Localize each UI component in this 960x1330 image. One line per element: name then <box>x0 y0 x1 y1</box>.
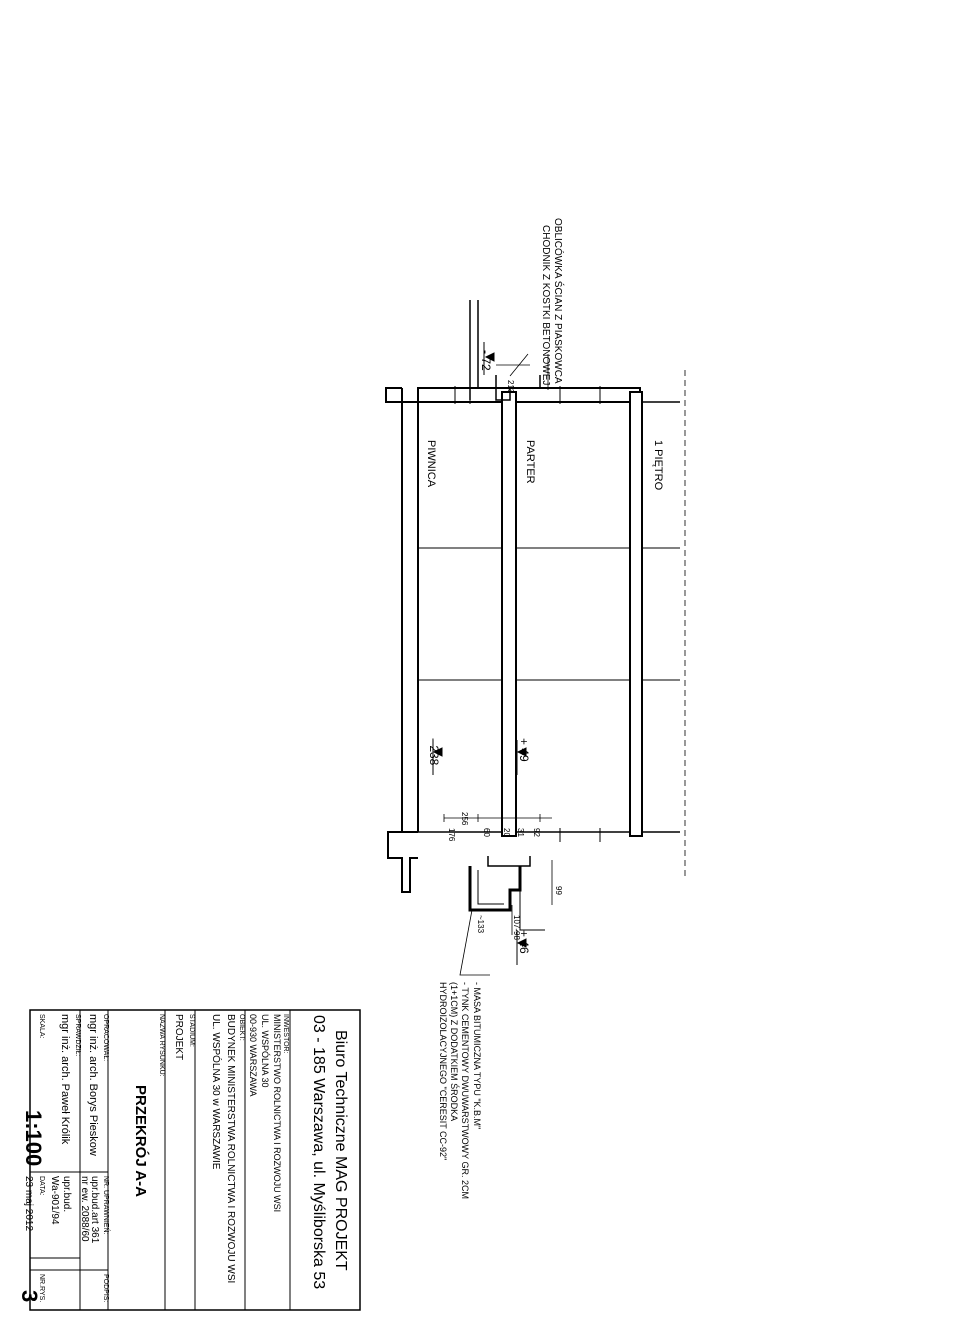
date: 23 maj 2012 <box>23 1176 34 1232</box>
sheet-label: NR.RYS. <box>38 1274 45 1303</box>
date-label: DATA: <box>38 1176 45 1196</box>
level-46: + 46 <box>517 930 531 954</box>
checked-label: SPRAWDZIŁ: <box>74 1014 81 1057</box>
dim-99: 99 <box>554 886 563 895</box>
level-72: - 72 <box>479 350 493 371</box>
prepared-label: OPRACOWAŁ: <box>102 1014 109 1062</box>
investor-2: UL. WSPÓLNA 30 <box>260 1014 270 1088</box>
note-plaster-3: HYDROIZOLACYJNEGO "CERESIT CC-92" <box>438 982 448 1161</box>
dim-31: 31 <box>516 828 525 837</box>
floor-basement: PIWNICA <box>425 440 437 488</box>
stage-label: STADIUM: <box>188 1014 195 1047</box>
drawing-name: PRZEKRÓJ A-A <box>132 1085 149 1197</box>
dim-92: 92 <box>532 828 541 837</box>
dim-133: ~133 <box>476 915 485 934</box>
scale: 1:100 <box>21 1110 46 1167</box>
object-label: OBIEKT: <box>238 1014 245 1041</box>
checked-by: mgr inż. arch. Paweł Królik <box>59 1014 71 1145</box>
dim-213: 213 <box>506 380 515 394</box>
floor-first: 1 PIĘTRO <box>652 440 664 491</box>
note-plaster-2: (1+1CM) Z DODATKIEM ŚRODKA <box>449 982 459 1122</box>
level-49: + 49 <box>517 738 531 762</box>
note-facade: OBLICÓWKA ŚCIAN Z PIASKOWCA <box>552 218 563 384</box>
object-2: UL. WSPÓLNA 30 w WARSZAWIE <box>210 1014 221 1170</box>
slab-ground <box>502 392 516 836</box>
investor-3: 00-930 WARSZAWA <box>248 1014 258 1097</box>
note-bitumen: - MASA BITUMICZNA TYPU "K.B.M" <box>472 982 482 1130</box>
signature-label: PODPIS: <box>102 1274 109 1303</box>
company-address: 03 - 185 Warszawa, ul. Myśliborska 53 <box>310 1015 327 1290</box>
dim-256: 256 <box>460 812 469 826</box>
slab-first <box>630 392 642 836</box>
license-1b: nr ew. 2088/60 <box>79 1176 90 1242</box>
sheet-number: 3 <box>17 1290 42 1303</box>
drawing-name-label: NAZWA RYSUNKU: <box>158 1014 165 1077</box>
note-plaster: - TYNK CEMENTOWY DWUWARSTWOWY GR. 2CM <box>460 982 470 1200</box>
basement-wall <box>402 388 418 832</box>
license-2b: Wa-901/94 <box>49 1176 60 1225</box>
note-sidewalk: CHODNIK Z KOSTKI BETONOWEJ <box>540 225 551 386</box>
license-1a: upr.bud.art 361 <box>89 1176 100 1244</box>
scale-label: SKALA: <box>38 1014 45 1039</box>
dim-20: 20 <box>502 828 511 837</box>
license-2a: upr.bud. <box>61 1176 72 1213</box>
level-238: - 238 <box>427 738 441 766</box>
investor-1: MINISTERSTWO ROLNICTWA I ROZWOJU WSI <box>272 1014 282 1213</box>
dim-60: 60 <box>482 828 491 837</box>
foundation-bottom <box>388 832 418 892</box>
outer-wall-top <box>418 388 640 402</box>
ground-surface-top <box>470 300 478 400</box>
foundation-left <box>386 388 402 402</box>
dim-107-98: 107-98 <box>512 915 521 940</box>
floor-ground: PARTER <box>524 440 536 484</box>
object-1: BUDYNEK MINISTERSTWA ROLNICTWA I ROZWOJU WSI <box>225 1014 236 1284</box>
license-label: NR. UPRAWNIEŃ: <box>102 1176 109 1235</box>
stage: PROJEKT <box>173 1014 184 1061</box>
dim-176: 176 <box>447 828 456 842</box>
investor-label: INWESTOR: <box>282 1014 289 1054</box>
company-name: Biuro Techniczne MAG PROJEKT <box>332 1030 349 1271</box>
prepared-by: mgr inż. arch. Borys Pieskow <box>87 1014 99 1156</box>
